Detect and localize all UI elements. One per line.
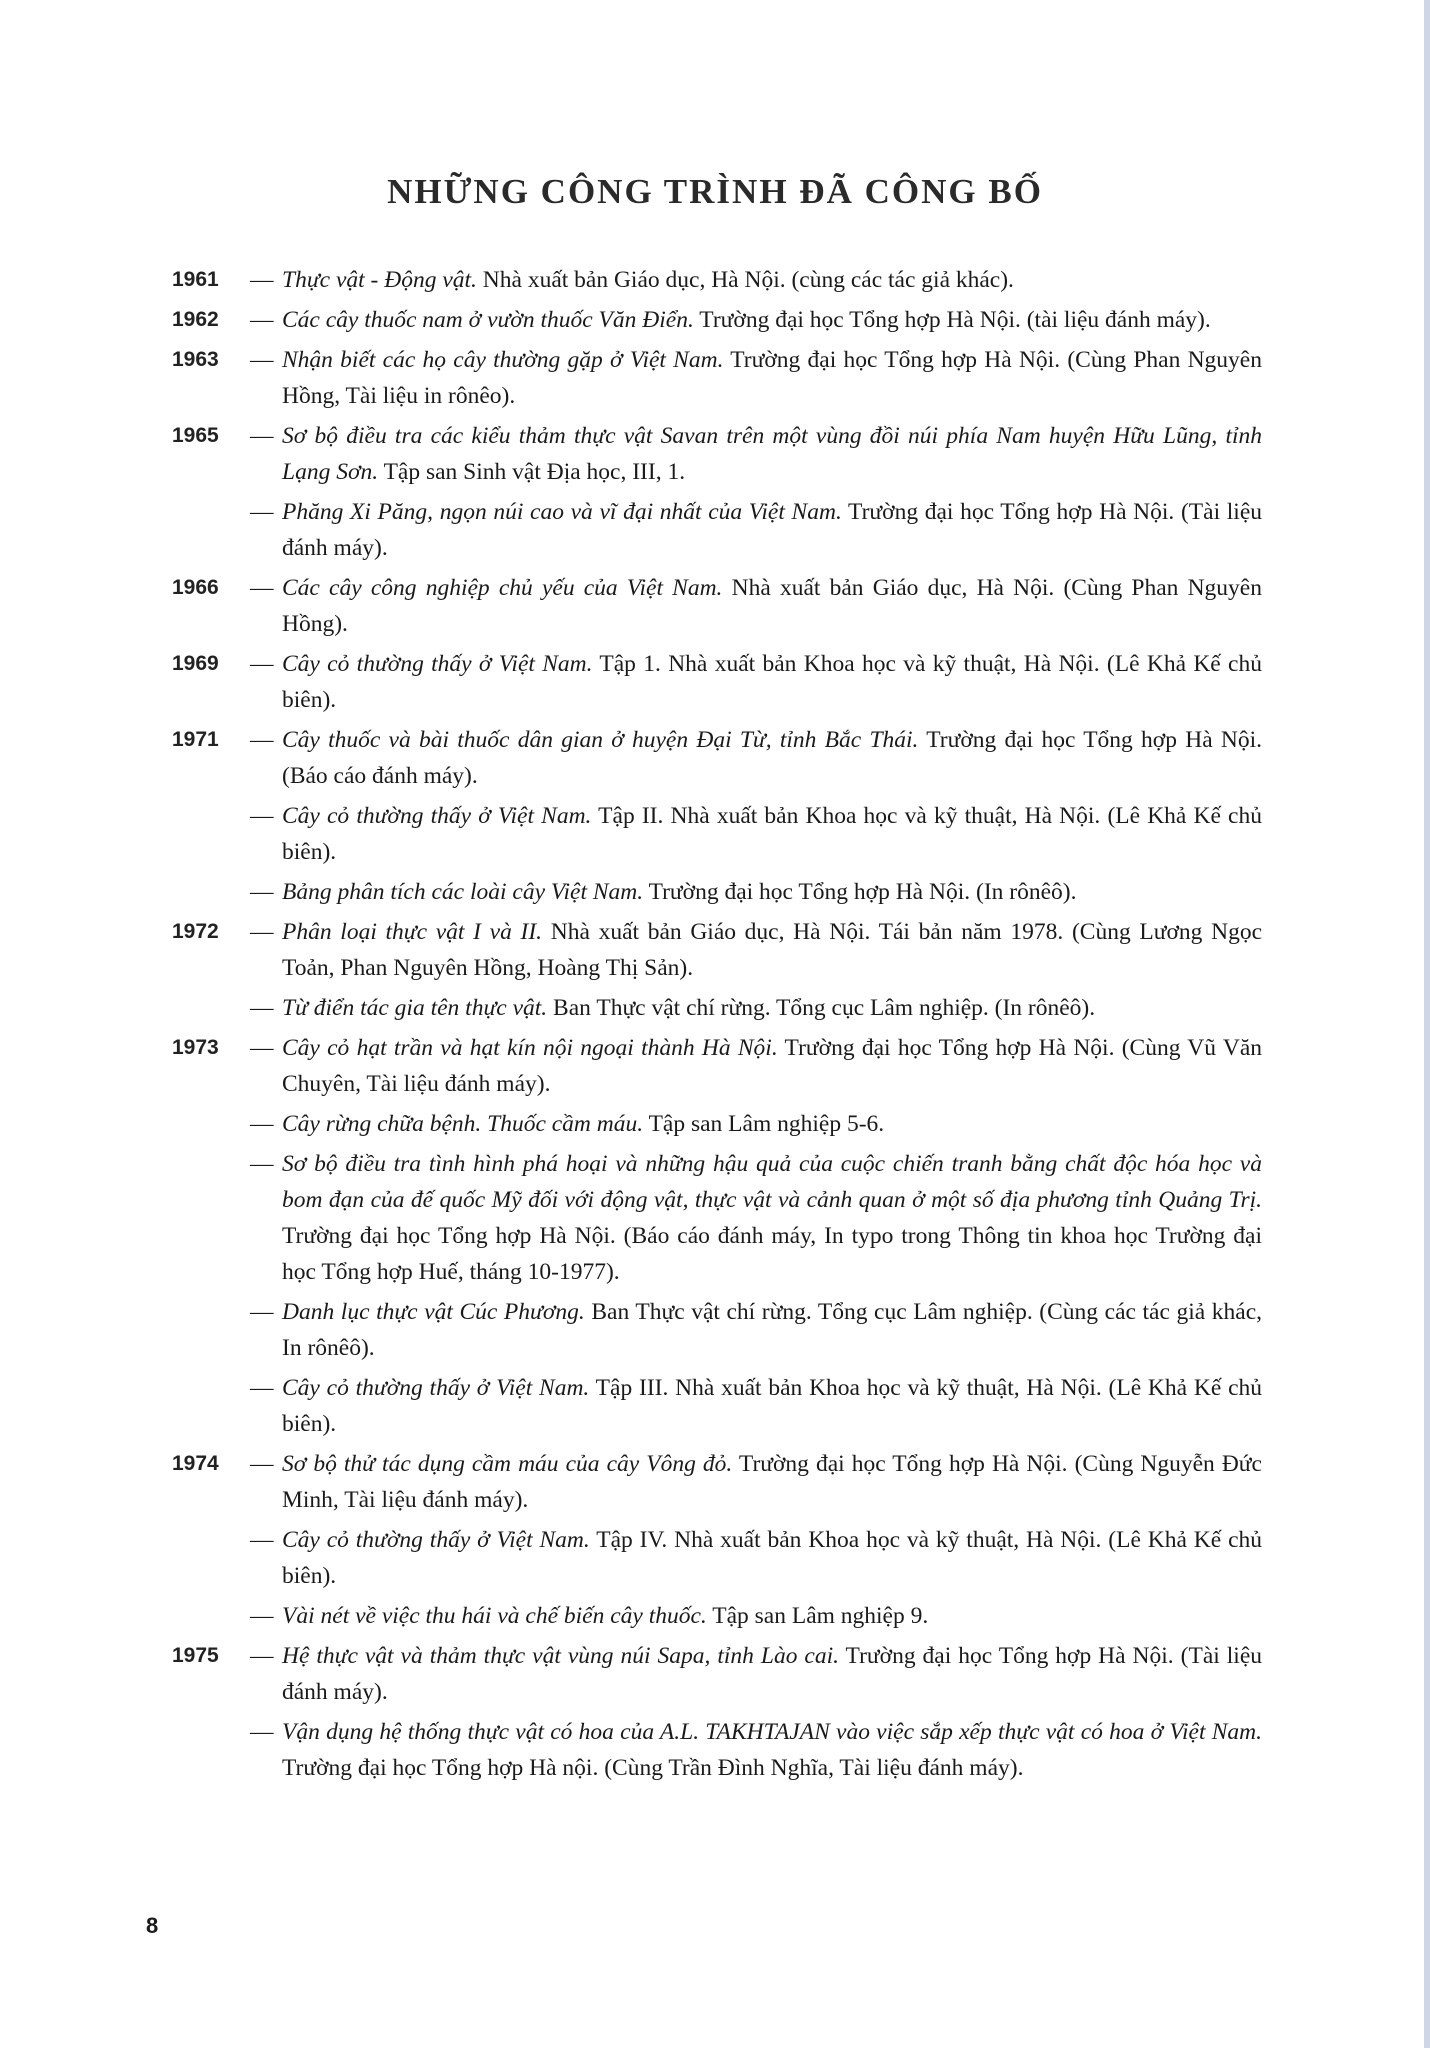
publication-entry: 1973 — Cây cỏ hạt trần và hạt kín nội ngoại thành Hà Nội. Trường đại học Tổng hợp Hà Nội. (Cùng Vũ Văn Chuyên, Tài liệu đánh máy). [172, 1030, 1262, 1102]
entry-title: Bảng phân tích các loài cây Việt Nam. [282, 879, 644, 905]
entry-year: 1974 [172, 1452, 219, 1475]
publication-entry: 1975 — Hệ thực vật và thảm thực vật vùng núi Sapa, tỉnh Lào cai. Trường đại học Tổng hợp Hà Nội. (Tài liệu đánh máy). [172, 1638, 1262, 1710]
publication-entry: 1961 — Thực vật - Động vật. Nhà xuất bản Giáo dục, Hà Nội. (cùng các tác giả khác). [172, 262, 1262, 298]
entry-title: Cây cỏ thường thấy ở Việt Nam. [282, 803, 592, 829]
entry-title: Cây cỏ hạt trần và hạt kín nội ngoại thành Hà Nội. [282, 1035, 778, 1061]
publication-entry: — Bảng phân tích các loài cây Việt Nam. Trường đại học Tổng hợp Hà Nội. (In rônêô). [250, 879, 1077, 905]
page-title: NHỮNG CÔNG TRÌNH ĐÃ CÔNG BỐ [387, 172, 1043, 211]
entry-title: Sơ bộ điều tra các kiểu thảm thực vật Savan trên một vùng đồi núi phía Nam huyện Hữu Lũng, tỉnh Lạng Sơn. [282, 423, 1262, 485]
entry-details: Trường đại học Tổng hợp Hà Nội. (Báo cáo đánh máy). [282, 727, 1262, 789]
publication-entry: 1963 — Nhận biết các họ cây thường gặp ở Việt Nam. Trường đại học Tổng hợp Hà Nội. (Cùng Phan Nguyên Hồng, Tài liệu in rônêo). [172, 342, 1262, 414]
entry-title: Các cây công nghiệp chủ yếu của Việt Nam. [282, 575, 723, 601]
entry-year: 1966 [172, 576, 219, 599]
entry-details: Nhà xuất bản Giáo dục, Hà Nội. Tái bản năm 1978. (Cùng Lương Ngọc Toản, Phan Nguyên Hồng, Hoàng Thị Sản). [282, 919, 1262, 981]
entry-title: Cây cỏ thường thấy ở Việt Nam. [282, 1375, 590, 1401]
entry-title: Thực vật - Động vật. [282, 267, 477, 293]
entry-title: Vài nét về việc thu hái và chế biến cây thuốc. [282, 1603, 707, 1629]
publication-entry: — Sơ bộ điều tra tình hình phá hoại và những hậu quả của cuộc chiến tranh bằng chất độc hóa học và bom đạn của đế quốc Mỹ đối với động vật, thực vật và cảnh quan ở một số địa phương tỉnh Quảng Trị. Trường đại học Tổng hợp Hà Nội. (Báo cáo đánh máy, In typo trong Thông tin khoa học Trường đại học Tổng hợp Huế, tháng 10-1977). [250, 1151, 1262, 1285]
entry-details: Trường đại học Tổng hợp Hà Nội. (In rônêô). [643, 879, 1077, 905]
entry-year: 1973 [172, 1036, 219, 1059]
entry-year: 1972 [172, 920, 219, 943]
entry-details: Tập san Sinh vật Địa học, III, 1. [378, 459, 686, 485]
entry-details: Trường đại học Tổng hợp Hà nội. (Cùng Trần Đình Nghĩa, Tài liệu đánh máy). [282, 1755, 1024, 1781]
entry-title: Phân loại thực vật I và II. [282, 919, 543, 945]
entry-details: Trường đại học Tổng hợp Hà Nội. (Cùng Nguyễn Đức Minh, Tài liệu đánh máy). [282, 1451, 1262, 1513]
publication-entry: 1971 — Cây thuốc và bài thuốc dân gian ở huyện Đại Từ, tỉnh Bắc Thái. Trường đại học Tổng hợp Hà Nội. (Báo cáo đánh máy). [172, 722, 1262, 794]
entry-title: Cây thuốc và bài thuốc dân gian ở huyện Đại Từ, tỉnh Bắc Thái. [282, 727, 919, 753]
publication-entry: — Cây cỏ thường thấy ở Việt Nam. Tập II. Nhà xuất bản Khoa học và kỹ thuật, Hà Nội. (Lê Khả Kế chủ biên). [250, 803, 1262, 865]
entry-details: Trường đại học Tổng hợp Hà Nội. (Tài liệu đánh máy). [282, 1643, 1262, 1705]
publication-list [172, 262, 1262, 1786]
entry-details: Tập IV. Nhà xuất bản Khoa học và kỹ thuật, Hà Nội. (Lê Khả Kế chủ biên). [282, 1527, 1263, 1589]
entry-year: 1969 [172, 652, 219, 675]
entry-details: Nhà xuất bản Giáo dục, Hà Nội. (cùng các tác giả khác). [476, 267, 1014, 293]
publication-entry: 1969 — Cây cỏ thường thấy ở Việt Nam. Tập 1. Nhà xuất bản Khoa học và kỹ thuật, Hà Nội. (Lê Khả Kế chủ biên). [172, 646, 1262, 718]
entry-year: 1961 [172, 268, 219, 291]
publication-entry: 1972 — Phân loại thực vật I và II. Nhà xuất bản Giáo dục, Hà Nội. Tái bản năm 1978. (Cùng Lương Ngọc Toản, Phan Nguyên Hồng, Hoàng Thị Sản). [172, 914, 1262, 986]
entry-year: 1963 [172, 348, 219, 371]
entry-title: Cây cỏ thường thấy ở Việt Nam. [282, 651, 593, 677]
publication-entry: 1974 — Sơ bộ thử tác dụng cầm máu của cây Vông đỏ. Trường đại học Tổng hợp Hà Nội. (Cùng Nguyễn Đức Minh, Tài liệu đánh máy). [172, 1446, 1262, 1518]
entry-details: Tập III. Nhà xuất bản Khoa học và kỹ thuật, Hà Nội. (Lê Khả Kế chủ biên). [282, 1375, 1263, 1437]
publication-entry: — Cây cỏ thường thấy ở Việt Nam. Tập III. Nhà xuất bản Khoa học và kỹ thuật, Hà Nội. (Lê Khả Kế chủ biên). [250, 1375, 1263, 1437]
page-number: 8 [146, 1913, 159, 1938]
entry-year: 1965 [172, 424, 219, 447]
entry-details: Trường đại học Tổng hợp Hà Nội. (Báo cáo đánh máy, In typo trong Thông tin khoa học Trường đại học Tổng hợp Huế, tháng 10-1977). [282, 1223, 1262, 1285]
entry-details: Nhà xuất bản Giáo dục, Hà Nội. (Cùng Phan Nguyên Hồng). [282, 575, 1262, 637]
publication-entry: 1962 — Các cây thuốc nam ở vườn thuốc Văn Điển. Trường đại học Tổng hợp Hà Nội. (tài liệu đánh máy). [172, 302, 1262, 338]
entry-year: 1975 [172, 1644, 219, 1667]
entry-title: Sơ bộ thử tác dụng cầm máu của cây Vông đỏ. [282, 1451, 733, 1477]
entry-year: 1962 [172, 308, 219, 331]
entry-details: Tập san Lâm nghiệp 5-6. [643, 1111, 885, 1137]
entry-title: Cây rừng chữa bệnh. Thuốc cầm máu. [282, 1111, 644, 1137]
publication-entry: 1965 — Sơ bộ điều tra các kiểu thảm thực vật Savan trên một vùng đồi núi phía Nam huyện Hữu Lũng, tỉnh Lạng Sơn. Tập san Sinh vật Địa học, III, 1. [172, 418, 1262, 490]
entry-title: Hệ thực vật và thảm thực vật vùng núi Sapa, tỉnh Lào cai. [282, 1643, 840, 1669]
entry-title: Cây cỏ thường thấy ở Việt Nam. [282, 1527, 590, 1553]
entry-title: Từ điển tác gia tên thực vật. [282, 995, 548, 1021]
entry-details: Trường đại học Tổng hợp Hà Nội. (Tài liệu đánh máy). [282, 499, 1262, 561]
entry-title: Phăng Xi Păng, ngọn núi cao và vĩ đại nhất của Việt Nam. [282, 499, 842, 525]
entry-details: Trường đại học Tổng hợp Hà Nội. (Cùng Vũ Văn Chuyên, Tài liệu đánh máy). [282, 1035, 1263, 1097]
entry-details: Trường đại học Tổng hợp Hà Nội. (tài liệu đánh máy). [693, 307, 1211, 333]
entry-details: Trường đại học Tổng hợp Hà Nội. (Cùng Phan Nguyên Hồng, Tài liệu in rônêo). [282, 347, 1262, 409]
entry-year: 1971 [172, 728, 219, 751]
publication-entry: — Phăng Xi Păng, ngọn núi cao và vĩ đại nhất của Việt Nam. Trường đại học Tổng hợp Hà Nội. (Tài liệu đánh máy). [250, 499, 1262, 561]
publication-entry: — Vài nét về việc thu hái và chế biến cây thuốc. Tập san Lâm nghiệp 9. [250, 1603, 929, 1629]
entry-title: Vận dụng hệ thống thực vật có hoa của A.L. TAKHTAJAN vào việc sắp xếp thực vật có hoa ở Việt Nam. [282, 1719, 1262, 1745]
entry-title: Danh lục thực vật Cúc Phương. [282, 1299, 585, 1325]
entry-details: Tập 1. Nhà xuất bản Khoa học và kỹ thuật, Hà Nội. (Lê Khả Kế chủ biên). [282, 651, 1262, 713]
entry-title: Nhận biết các họ cây thường gặp ở Việt Nam. [282, 347, 724, 373]
publication-entry: — Từ điển tác gia tên thực vật. Ban Thực vật chí rừng. Tổng cục Lâm nghiệp. (In rônêô). [250, 995, 1096, 1021]
entry-title: Sơ bộ điều tra tình hình phá hoại và những hậu quả của cuộc chiến tranh bằng chất độc hóa học và bom đạn của đế quốc Mỹ đối với động vật, thực vật và cảnh quan ở một số địa phương tỉnh Quảng Trị. [282, 1151, 1262, 1213]
publication-entry: — Cây cỏ thường thấy ở Việt Nam. Tập IV. Nhà xuất bản Khoa học và kỹ thuật, Hà Nội. (Lê Khả Kế chủ biên). [250, 1527, 1263, 1589]
entry-title: Các cây thuốc nam ở vườn thuốc Văn Điển. [282, 307, 694, 333]
entry-details: Ban Thực vật chí rừng. Tổng cục Lâm nghiệp. (Cùng các tác giả khác, In rônêô). [282, 1299, 1262, 1361]
publication-entry: 1966 — Các cây công nghiệp chủ yếu của Việt Nam. Nhà xuất bản Giáo dục, Hà Nội. (Cùng Phan Nguyên Hồng). [172, 570, 1262, 642]
entry-details: Tập II. Nhà xuất bản Khoa học và kỹ thuật, Hà Nội. (Lê Khả Kế chủ biên). [282, 803, 1262, 865]
publication-entry: — Cây rừng chữa bệnh. Thuốc cầm máu. Tập san Lâm nghiệp 5-6. [250, 1111, 885, 1137]
entry-details: Ban Thực vật chí rừng. Tổng cục Lâm nghiệp. (In rônêô). [547, 995, 1096, 1021]
publication-entry: — Vận dụng hệ thống thực vật có hoa của A.L. TAKHTAJAN vào việc sắp xếp thực vật có hoa ở Việt Nam. Trường đại học Tổng hợp Hà nội. (Cùng Trần Đình Nghĩa, Tài liệu đánh máy). [250, 1719, 1262, 1781]
publication-entry: — Danh lục thực vật Cúc Phương. Ban Thực vật chí rừng. Tổng cục Lâm nghiệp. (Cùng các tác giả khác, In rônêô). [250, 1299, 1262, 1361]
entry-details: Tập san Lâm nghiệp 9. [706, 1603, 929, 1629]
